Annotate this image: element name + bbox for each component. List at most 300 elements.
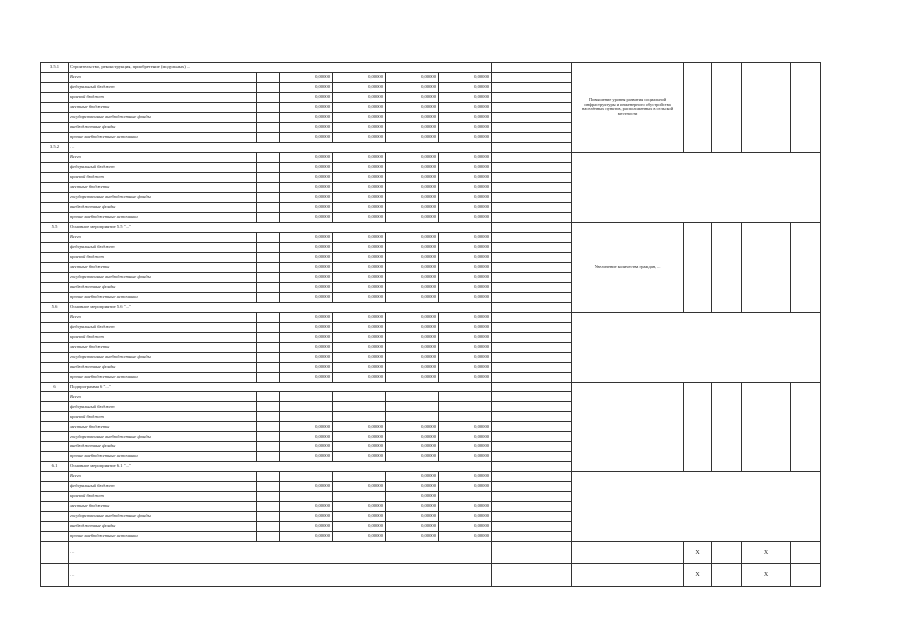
row-label: Всего [69,232,257,242]
empty-cell [492,122,572,132]
amount-cell: 0,00000 [333,442,386,452]
empty-cell [257,152,280,162]
amount-cell: 0,00000 [439,372,492,382]
empty-cell [257,532,280,542]
empty-cell [257,102,280,112]
row-label: краевой бюджет [69,412,257,422]
empty-cell [257,162,280,172]
term-end [712,222,742,312]
table-row [41,352,821,362]
amount-cell: 0,00000 [439,262,492,272]
amount-cell: 0,00000 [333,362,386,372]
amount-cell: 0,00000 [439,272,492,282]
empty-cell [41,202,69,212]
empty-cell [492,462,572,472]
empty-cell [492,222,572,232]
row-label: краевой бюджет [69,252,257,262]
amount-cell: 0,00000 [386,272,439,282]
amount-cell: 0,00000 [386,482,439,492]
empty-cell [257,362,280,372]
empty-cell [41,532,69,542]
empty-cell [41,282,69,292]
amount-cell: 0,00000 [333,72,386,82]
amount-cell: 0,00000 [439,162,492,172]
amount-cell [439,392,492,402]
row-label: местные бюджеты [69,342,257,352]
row-label: краевой бюджет [69,92,257,102]
amount-cell: 0,00000 [439,352,492,362]
empty-cell [492,282,572,292]
amount-cell [439,492,492,502]
amount-cell: 0,00000 [439,472,492,482]
amount-cell: 0,00000 [439,482,492,492]
amount-cell: 0,00000 [386,292,439,302]
amount-cell: 0,00000 [386,432,439,442]
amount-cell: 0,00000 [280,452,333,462]
amount-cell: 0,00000 [386,122,439,132]
x-mark: X [684,542,712,564]
amount-cell: 0,00000 [439,182,492,192]
row-label: Всего [69,472,257,482]
amount-cell: 0,00000 [280,372,333,382]
amount-cell: 0,00000 [280,322,333,332]
amount-cell: 0,00000 [333,312,386,322]
row-label: прочие внебюджетные источники [69,532,257,542]
empty-cell [41,252,69,262]
amount-cell: 0,00000 [386,332,439,342]
row-number: 6 [41,382,69,392]
empty-cell [492,472,572,482]
empty-cell [41,122,69,132]
amount-cell: 0,00000 [439,172,492,182]
event-title: … [69,542,492,564]
amount-cell: 0,00000 [333,452,386,462]
empty-cell [492,232,572,242]
section-title: Подпрограмма 6 "..." [69,382,492,392]
section-title: Основное мероприятие 5.6 "..." [69,302,492,312]
amount-cell: 0,00000 [386,252,439,262]
amount-cell: 0,00000 [439,112,492,122]
amount-cell: 0,00000 [280,532,333,542]
empty-cell [572,564,684,587]
row-label: Всего [69,152,257,162]
table-row [41,202,821,212]
expected-result [572,382,684,472]
empty-cell [492,402,572,412]
row-label: Всего [69,392,257,402]
empty-cell [41,402,69,412]
amount-cell: 0,00000 [439,522,492,532]
amount-cell: 0,00000 [386,312,439,322]
amount-cell: 0,00000 [333,82,386,92]
empty-cell [41,392,69,402]
extra [791,63,821,153]
amount-cell: 0,00000 [280,432,333,442]
amount-cell: 0,00000 [439,242,492,252]
row-label: государственные внебюджетные фонды [69,192,257,202]
amount-cell [386,412,439,422]
amount-cell: 0,00000 [280,202,333,212]
empty-cell [257,452,280,462]
table-row [41,472,821,482]
table-row [41,162,821,172]
amount-cell: 0,00000 [386,442,439,452]
amount-cell: 0,00000 [386,202,439,212]
row-number: 5.6 [41,302,69,312]
empty-cell [41,212,69,222]
row-label: внебюджетные фонды [69,522,257,532]
empty-cell [257,432,280,442]
empty-cell [257,92,280,102]
amount-cell: 0,00000 [280,292,333,302]
empty-cell [492,192,572,202]
amount-cell: 0,00000 [333,332,386,342]
row-label: прочие внебюджетные источники [69,132,257,142]
table-row [41,152,821,162]
completion-date [742,222,791,312]
section-row [41,382,821,392]
section-title: … [69,142,492,152]
empty-cell [492,312,572,322]
empty-cell [492,522,572,532]
empty-cell [257,372,280,382]
amount-cell: 0,00000 [333,432,386,442]
amount-cell: 0,00000 [280,192,333,202]
empty-cell [257,312,280,322]
empty-cell [257,252,280,262]
empty-cell [492,322,572,332]
empty-cell [41,152,69,162]
amount-cell: 0,00000 [280,182,333,192]
amount-cell [439,402,492,412]
row-label: государственные внебюджетные фонды [69,112,257,122]
amount-cell: 0,00000 [386,472,439,482]
row-label: внебюджетные фонды [69,282,257,292]
amount-cell: 0,00000 [439,132,492,142]
extra [791,382,821,472]
empty-cell [492,564,572,587]
row-label: Всего [69,72,257,82]
empty-cell [572,542,684,564]
amount-cell: 0,00000 [439,252,492,262]
row-label: Всего [69,312,257,322]
row-number: 5.5 [41,222,69,232]
empty-cell [41,102,69,112]
empty-cell [257,522,280,532]
empty-cell [257,292,280,302]
table-row [41,342,821,352]
empty-cell [41,262,69,272]
empty-cell [257,72,280,82]
amount-cell: 0,00000 [386,72,439,82]
amount-cell: 0,00000 [386,132,439,142]
table-row [41,322,821,332]
amount-cell [280,492,333,502]
table-row [41,212,821,222]
amount-cell: 0,00000 [439,502,492,512]
amount-cell: 0,00000 [439,292,492,302]
amount-cell: 0,00000 [439,92,492,102]
amount-cell: 0,00000 [333,132,386,142]
amount-cell: 0,00000 [386,452,439,462]
table-row [41,332,821,342]
empty-cell [41,542,69,564]
amount-cell: 0,00000 [280,72,333,82]
table-row [41,362,821,372]
table-row [41,172,821,182]
amount-cell: 0,00000 [333,502,386,512]
table-row [41,482,821,492]
table-row [41,192,821,202]
empty-cell [41,422,69,432]
amount-cell: 0,00000 [333,212,386,222]
row-label: краевой бюджет [69,332,257,342]
table-row [41,492,821,502]
empty-cell [492,502,572,512]
empty-cell [257,502,280,512]
empty-cell [257,112,280,122]
amount-cell: 0,00000 [439,232,492,242]
amount-cell: 0,00000 [439,422,492,432]
row-label: государственные внебюджетные фонды [69,352,257,362]
amount-cell: 0,00000 [280,82,333,92]
amount-cell: 0,00000 [386,82,439,92]
amount-cell: 0,00000 [280,272,333,282]
amount-cell: 0,00000 [439,102,492,112]
amount-cell [333,392,386,402]
term-start [684,63,712,153]
amount-cell: 0,00000 [333,292,386,302]
amount-cell: 0,00000 [439,452,492,462]
amount-cell: 0,00000 [439,322,492,332]
amount-cell: 0,00000 [386,502,439,512]
event-title: … [69,564,492,587]
event-term [791,564,821,587]
row-label: внебюджетные фонды [69,202,257,212]
completion-date [742,382,791,472]
amount-cell: 0,00000 [386,182,439,192]
empty-cell [257,242,280,252]
amount-cell: 0,00000 [280,282,333,292]
empty-cell [257,202,280,212]
empty-cell [492,332,572,342]
empty-cell [492,362,572,372]
amount-cell: 0,00000 [333,92,386,102]
amount-cell [280,412,333,422]
empty-cell [257,392,280,402]
empty-cell [41,172,69,182]
amount-cell: 0,00000 [333,272,386,282]
empty-cell [41,312,69,322]
expected-result: Увеличение количества граждан, ... [572,222,684,312]
amount-cell: 0,00000 [439,332,492,342]
empty-cell [257,282,280,292]
empty-cell [41,232,69,242]
empty-cell [41,412,69,422]
term-end [712,382,742,472]
amount-cell [280,472,333,482]
empty-cell [257,232,280,242]
amount-cell: 0,00000 [280,442,333,452]
amount-cell: 0,00000 [280,352,333,362]
amount-cell: 0,00000 [280,212,333,222]
amount-cell: 0,00000 [439,442,492,452]
empty-cell [41,342,69,352]
completion-date [742,63,791,153]
amount-cell: 0,00000 [333,282,386,292]
amount-cell [280,402,333,412]
empty-cell [492,482,572,492]
amount-cell: 0,00000 [386,232,439,242]
empty-cell [41,292,69,302]
empty-cell [257,402,280,412]
amount-cell: 0,00000 [280,522,333,532]
row-label: внебюджетные фонды [69,442,257,452]
empty-cell [492,302,572,312]
row-label: внебюджетные фонды [69,362,257,372]
amount-cell: 0,00000 [280,122,333,132]
amount-cell: 0,00000 [439,212,492,222]
empty-cell [492,412,572,422]
empty-cell [41,182,69,192]
empty-cell [492,492,572,502]
table-row [41,522,821,532]
empty-cell [492,372,572,382]
empty-cell [41,472,69,482]
amount-cell: 0,00000 [333,102,386,112]
row-label: прочие внебюджетные источники [69,292,257,302]
empty-cell [257,182,280,192]
empty-cell [492,142,572,152]
table-row [41,532,821,542]
amount-cell: 0,00000 [439,82,492,92]
empty-cell [41,162,69,172]
row-label: федеральный бюджет [69,242,257,252]
empty-cell [41,112,69,122]
amount-cell: 0,00000 [280,422,333,432]
amount-cell: 0,00000 [386,282,439,292]
amount-cell: 0,00000 [280,262,333,272]
empty-cell [492,382,572,392]
empty-cell [41,482,69,492]
row-label: внебюджетные фонды [69,122,257,132]
amount-cell: 0,00000 [386,492,439,502]
empty-cell [492,512,572,522]
amount-cell: 0,00000 [280,252,333,262]
amount-cell: 0,00000 [333,482,386,492]
amount-cell: 0,00000 [386,242,439,252]
amount-cell: 0,00000 [386,212,439,222]
empty-cell [41,132,69,142]
amount-cell: 0,00000 [333,352,386,362]
amount-cell: 0,00000 [386,532,439,542]
empty-cell [257,132,280,142]
empty-cell [257,512,280,522]
empty-cell [492,442,572,452]
amount-cell: 0,00000 [333,122,386,132]
empty-cell [41,272,69,282]
empty-cell [41,242,69,252]
empty-cell [492,202,572,212]
table-row [41,372,821,382]
amount-cell: 0,00000 [386,322,439,332]
amount-cell: 0,00000 [333,322,386,332]
empty-cell [492,92,572,102]
empty-cell [492,542,572,564]
row-label: местные бюджеты [69,262,257,272]
row-label: краевой бюджет [69,172,257,182]
empty-cell [257,472,280,482]
empty-cell [257,212,280,222]
section-title: Основное мероприятие 6.1 "..." [69,462,492,472]
amount-cell: 0,00000 [280,112,333,122]
amount-cell [333,402,386,412]
amount-cell: 0,00000 [439,72,492,82]
section-row [41,222,821,232]
x-mark: X [742,564,791,587]
empty-cell [41,452,69,462]
amount-cell: 0,00000 [439,152,492,162]
empty-cell [492,292,572,302]
row-label: государственные внебюджетные фонды [69,512,257,522]
amount-cell: 0,00000 [333,162,386,172]
empty-cell [492,182,572,192]
empty-cell [492,63,572,73]
amount-cell: 0,00000 [333,252,386,262]
amount-cell: 0,00000 [333,522,386,532]
amount-cell: 0,00000 [280,312,333,322]
event-row [41,542,821,564]
amount-cell: 0,00000 [386,512,439,522]
empty-cell [492,252,572,262]
empty-cell [257,272,280,282]
amount-cell: 0,00000 [386,172,439,182]
term-start [684,382,712,472]
empty-cell [257,352,280,362]
amount-cell: 0,00000 [280,152,333,162]
row-label: федеральный бюджет [69,82,257,92]
extra [791,222,821,312]
amount-cell [280,392,333,402]
empty-cell [492,432,572,442]
amount-cell: 0,00000 [280,512,333,522]
amount-cell: 0,00000 [333,422,386,432]
empty-cell [492,132,572,142]
empty-cell [257,412,280,422]
table-row [41,512,821,522]
empty-cell [492,392,572,402]
empty-cell [41,564,69,587]
amount-cell: 0,00000 [333,532,386,542]
amount-cell: 0,00000 [333,152,386,162]
amount-cell: 0,00000 [439,312,492,322]
term-end [712,63,742,153]
amount-cell: 0,00000 [333,242,386,252]
term-start [684,222,712,312]
amount-cell: 0,00000 [333,512,386,522]
amount-cell: 0,00000 [386,522,439,532]
row-label: прочие внебюджетные источники [69,212,257,222]
row-label: федеральный бюджет [69,322,257,332]
empty-cell [712,564,742,587]
empty-cell [492,272,572,282]
amount-cell: 0,00000 [386,352,439,362]
empty-cell [492,452,572,462]
amount-cell: 0,00000 [333,112,386,122]
amount-cell: 0,00000 [439,202,492,212]
section-row [41,63,821,73]
amount-cell: 0,00000 [439,122,492,132]
